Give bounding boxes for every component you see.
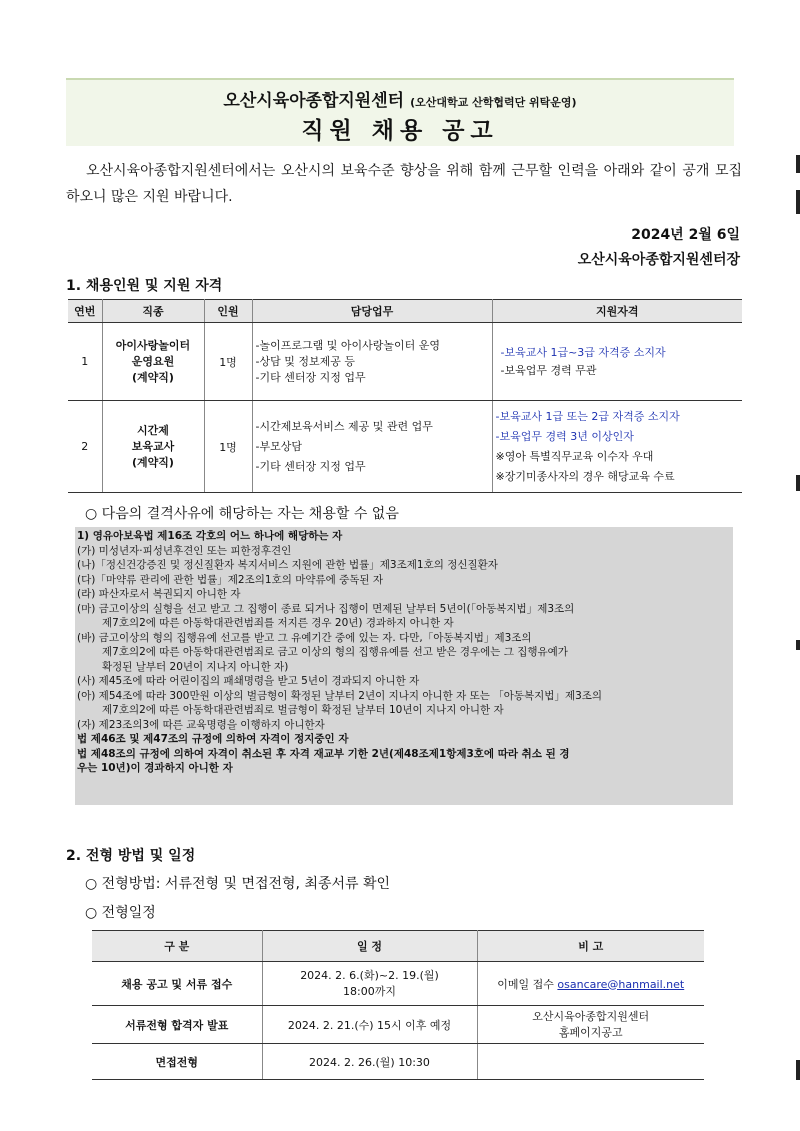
schedule-note [477, 1006, 704, 1044]
disq-line: 제7호의2에 따른 아동학대관련범죄를 저지른 경우 20년) 경과하지 아니한 자 [102, 617, 454, 629]
recruit-table-header [68, 300, 742, 323]
disq-line: 제7호의2에 따른 아동학대관련범죄로 벌금형이 확정된 날부터 10년이 지나지 아니한 자 [102, 704, 504, 716]
header-cell: 직종 [102, 300, 204, 323]
table-row [92, 1006, 704, 1044]
date-line: 2024. 2. 6.(화)~2. 19.(월) [300, 968, 439, 982]
row-count: 1명 [204, 323, 252, 401]
job-line: 아이사랑놀이터 [115, 338, 191, 352]
disq-line: (바) 금고이상의 형의 집행유예 선고를 받고 그 유예기간 중에 있는 자. 다만,「아동복지법」제3조의 [77, 631, 532, 644]
email-link[interactable]: osancare@hanmail.net [557, 977, 685, 991]
duty-line: -기타 센터장 지정 업무 [255, 459, 366, 473]
recruit-table [68, 299, 742, 493]
qual-line: -보육업무 경력 3년 이상인자 [495, 429, 634, 443]
scan-mark [796, 155, 800, 173]
date-line: 2024. 2. 21.(수) 15시 이후 예정 [287, 1018, 452, 1032]
scan-mark [796, 1060, 800, 1080]
scan-mark [796, 475, 800, 491]
schedule-date [262, 962, 477, 1006]
disq-line: 우는 10년)이 경과하지 아니한 자 [77, 762, 233, 774]
disq-line: 확정된 날부터 20년이 지나지 아니한 자) [102, 660, 289, 673]
header-box [66, 78, 734, 146]
schedule-date [262, 1006, 477, 1044]
schedule-date [262, 1044, 477, 1080]
table-row [92, 1044, 704, 1080]
qual-line: -보육교사 1급 또는 2급 자격증 소지자 [495, 409, 680, 423]
org-name: 오산시육아종합지원센터 [223, 91, 405, 111]
duty-line: -상담 및 정보제공 등 [255, 354, 355, 368]
disqualification-heading: ○ 다음의 결격사유에 해당하는 자는 채용할 수 없음 [85, 506, 399, 522]
row-no: 1 [68, 323, 102, 401]
table-row [68, 323, 742, 401]
header-cell: 일 정 [262, 931, 477, 962]
scan-mark [796, 190, 800, 214]
schedule-label: 서류전형 합격자 발표 [92, 1006, 262, 1044]
header-cell: 지원자격 [492, 300, 742, 323]
row-duties [252, 401, 492, 493]
duty-line: -기타 센터장 지정 업무 [255, 370, 366, 384]
qual-line: ※영아 특별직무교육 이수자 우대 [495, 449, 654, 463]
schedule-note [477, 962, 704, 1006]
disq-line: (사) 제45조에 따라 어린이집의 패쇄명령을 받고 5년이 경과되지 아니한 자 [77, 675, 420, 687]
disq-line: (마) 금고이상의 실형을 선고 받고 그 집행이 종료 되거나 집행이 면제된 날부터 5년이(「아동복지법」제3조의 [77, 602, 575, 615]
disq-line: 1) 영유아보육법 제16조 각호의 어느 하나에 해당하는 자 [77, 530, 343, 542]
header-cell: 담당업무 [252, 300, 492, 323]
note-prefix: 이메일 접수 [497, 977, 558, 991]
schedule-table [92, 930, 704, 1080]
row-quals [492, 323, 742, 401]
qual-line: ※장기미종사자의 경우 해당교육 수료 [495, 469, 675, 483]
disq-line: (나)「정신건강증진 및 정신질환자 복지서비스 지원에 관한 법률」제3조제1호의 정신질환자 [77, 559, 498, 571]
note-line: 홈페이지공고 [558, 1025, 623, 1039]
schedule-label: 채용 공고 및 서류 접수 [92, 962, 262, 1006]
row-count: 1명 [204, 401, 252, 493]
row-duties [252, 323, 492, 401]
section2-title: 2. 전형 방법 및 일정 [66, 848, 196, 864]
disq-line: (가) 미성년자·피성년후견인 또는 피한정후견인 [77, 544, 292, 557]
qual-line: -보육교사 1급~3급 자격증 소지자 [500, 345, 666, 359]
scan-mark [796, 640, 800, 650]
org-sub: (오산대학교 산학협력단 위탁운영) [410, 96, 577, 109]
schedule-label: 면접전형 [92, 1044, 262, 1080]
job-line: 시간제 [137, 423, 169, 437]
table-row [68, 401, 742, 493]
row-job [102, 401, 204, 493]
row-job [102, 323, 204, 401]
signature: 오산시육아종합지원센터장 [577, 252, 740, 268]
disq-line: 법 제46조 및 제47조의 규정에 의하여 자격이 정지중인 자 [77, 733, 349, 745]
note-line: 오산시육아종합지원센터 [532, 1009, 650, 1023]
section1-title: 1. 채용인원 및 지원 자격 [66, 278, 223, 294]
header-cell: 연번 [68, 300, 102, 323]
job-line: 보육교사 [131, 439, 175, 453]
intro-text: 오산시육아종합지원센터에서는 오산시의 보육수준 향상을 위해 함께 근무할 인력을 아래와 같이 공개 모집하오니 많은 지원 바랍니다. [66, 163, 742, 205]
qual-line: -보육업무 경력 무관 [500, 363, 597, 377]
table-row [92, 962, 704, 1006]
schedule-table-header [92, 931, 704, 962]
selection-method: ○ 전형방법: 서류전형 및 면접전형, 최종서류 확인 [85, 876, 391, 892]
org-line [66, 86, 734, 111]
row-quals [492, 401, 742, 493]
page-title: 직원 채용 공고 [301, 118, 499, 144]
notice-date: 2024년 2월 6일 [631, 227, 740, 243]
disq-line: 법 제48조의 규정에 의하여 자격이 취소된 후 자격 재교부 기한 2년(제48조제1항제3호에 따라 취소 된 경 [77, 747, 570, 760]
disq-line: (자) 제23조의3에 따른 교육명령을 이행하지 아니한자 [77, 718, 325, 731]
disqualification-box [75, 527, 733, 805]
job-line: 운영요원 [131, 354, 175, 368]
schedule-note [477, 1044, 704, 1080]
date-line: 2024. 2. 26.(월) 10:30 [309, 1055, 430, 1069]
header-cell: 비 고 [477, 931, 704, 962]
row-no: 2 [68, 401, 102, 493]
duty-line: -시간제보육서비스 제공 및 관련 업무 [255, 419, 433, 433]
disq-line: (아) 제54조에 따라 300만원 이상의 벌금형이 확정된 날부터 2년이 지나지 아니한 자 또는 「아동복지법」제3조의 [77, 689, 603, 702]
disq-line: 제7호의2에 따른 아동학대관련범죄로 금고 이상의 형의 집행유예를 선고 받은 경우에는 그 집행유예가 [102, 646, 568, 658]
disq-line: (다)「마약류 관리에 관한 법률」제2조의1호의 마약류에 중독된 자 [77, 573, 384, 586]
duty-line: -놀이프로그램 및 아이사랑놀이터 운영 [255, 338, 440, 352]
date-line: 18:00까지 [343, 984, 396, 998]
header-cell: 구 분 [92, 931, 262, 962]
duty-line: -부모상담 [255, 439, 302, 453]
job-line: (계약직) [132, 370, 174, 384]
disq-line: (라) 파산자로서 복권되지 아니한 자 [77, 588, 241, 600]
schedule-heading: ○ 전형일정 [85, 905, 156, 921]
header-cell: 인원 [204, 300, 252, 323]
job-line: (계약직) [132, 455, 174, 469]
